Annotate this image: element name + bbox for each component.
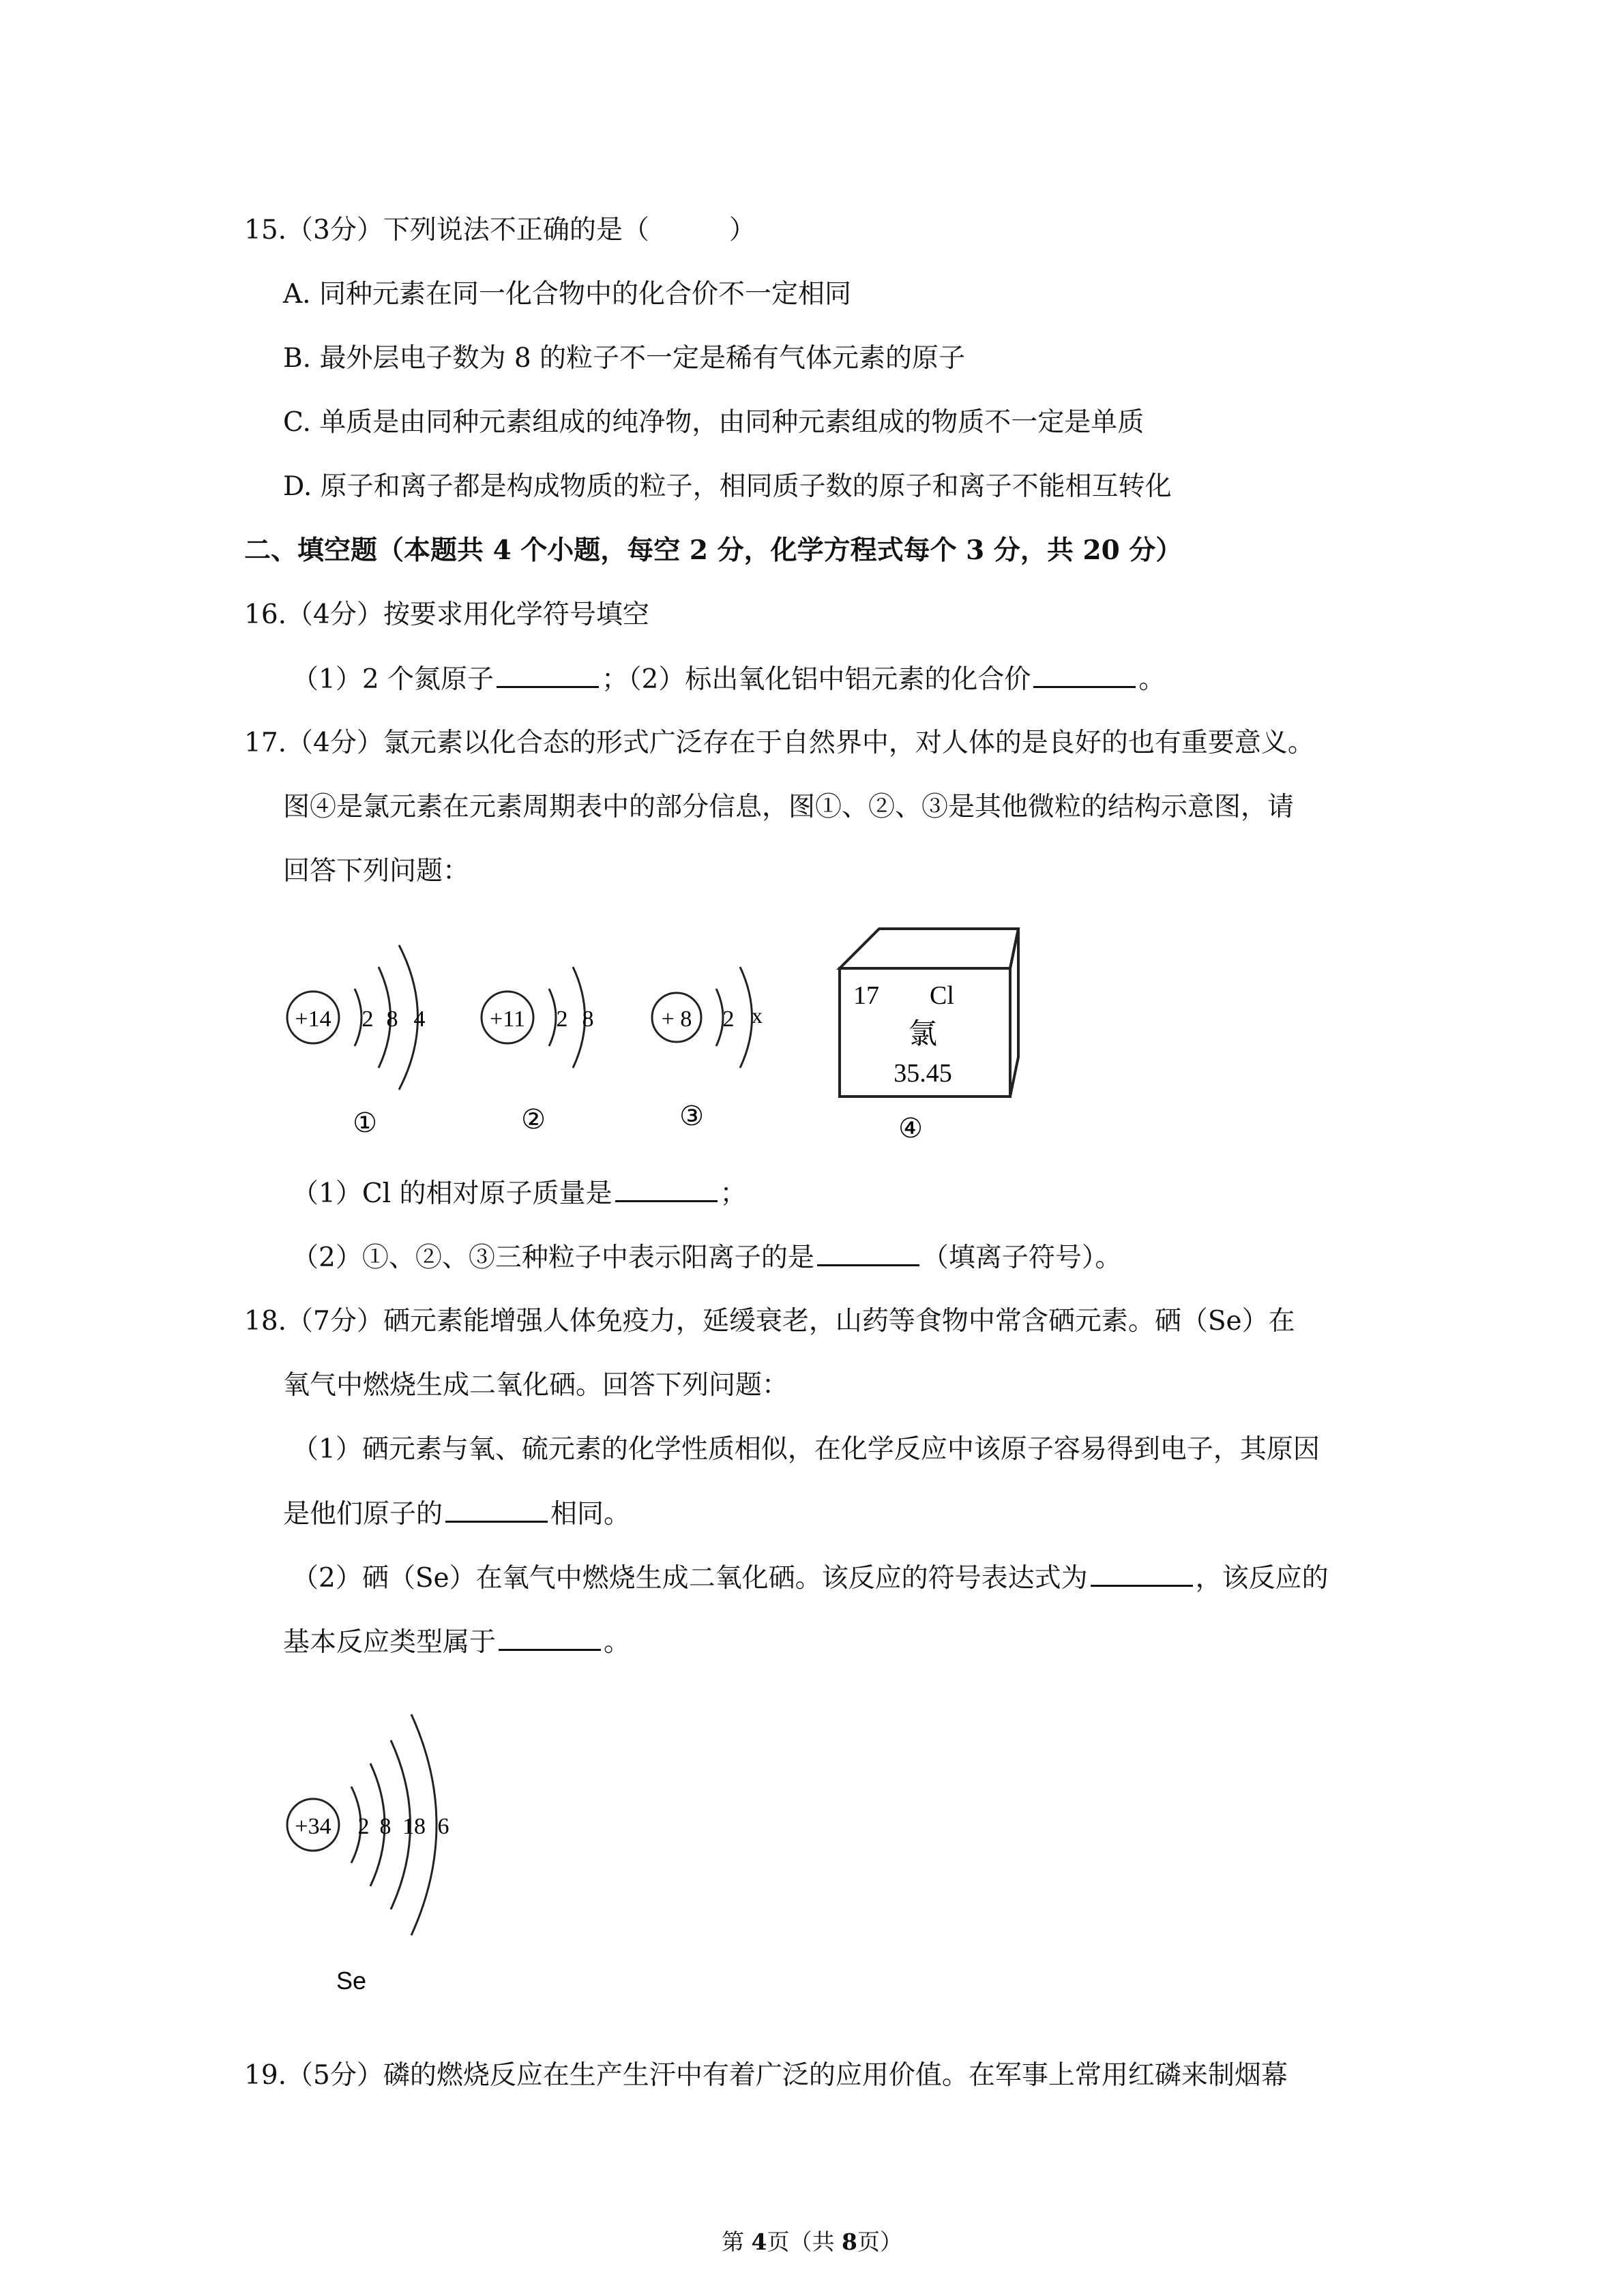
q17-stem-line3: 回答下列问题： bbox=[283, 856, 470, 886]
q16-sub2-text: ；（2）标出氧化铝中铝元素的化合价 bbox=[602, 664, 1031, 695]
shell-electrons: 2 bbox=[361, 1007, 374, 1032]
answer-blank[interactable] bbox=[1033, 666, 1136, 688]
electron-shell bbox=[740, 967, 752, 1068]
shell-electrons: 8 bbox=[379, 1814, 392, 1839]
q18-sub2-line1 bbox=[292, 1564, 1329, 1592]
electron-shell bbox=[549, 989, 556, 1046]
q18-sub2-end: 。 bbox=[604, 1627, 631, 1658]
q16-stem: 16.（4分）按要求用化学符号填空 bbox=[244, 599, 649, 630]
figure-label: Se bbox=[336, 1967, 367, 1995]
q17-stem-line2: 图④是氯元素在元素周期表中的部分信息，图①、②、③是其他微粒的结构示意图，请 bbox=[283, 792, 1295, 822]
q15-option-c: C. 单质是由同种元素组成的纯净物，由同种元素组成的物质不一定是单质 bbox=[283, 407, 1145, 438]
q18-sub2-line2 bbox=[283, 1628, 630, 1656]
figure-label: ③ bbox=[679, 1101, 704, 1132]
q17-stem-line1: 17.（4分）氯元素以化合态的形式广泛存在于自然界中，对人体的是良好的也有重要意义。 bbox=[244, 728, 1314, 758]
page-footer bbox=[0, 2224, 1624, 2256]
figure-label: ④ bbox=[898, 1113, 923, 1144]
q16-end: 。 bbox=[1138, 664, 1166, 695]
figure-label: ① bbox=[353, 1107, 377, 1139]
q18-sub1-line2 bbox=[283, 1499, 631, 1530]
shell-electrons: x bbox=[752, 1003, 763, 1028]
selenium-atom-structure bbox=[283, 1691, 474, 2018]
shell-electrons: 8 bbox=[582, 1007, 594, 1032]
answer-blank[interactable] bbox=[499, 1628, 601, 1651]
nucleus-charge: +34 bbox=[295, 1814, 331, 1839]
q18-sub1-line1: （1）硒元素与氧、硫元素的化学性质相似，在化学反应中该原子容易得到电子，其原因 bbox=[292, 1434, 1320, 1465]
q17-sub1-end: ； bbox=[720, 1178, 747, 1209]
nucleus-charge: + 8 bbox=[661, 1007, 692, 1032]
q18-sub1-end: 相同。 bbox=[550, 1499, 631, 1530]
q18-sub2-text: （2）硒（Se）在氧气中燃烧生成二氧化硒。该反应的符号表达式为 bbox=[292, 1563, 1088, 1594]
atomic-number: 17 bbox=[853, 981, 879, 1010]
q17-sub2 bbox=[292, 1244, 1121, 1271]
answer-blank[interactable] bbox=[445, 1500, 548, 1523]
shell-electrons: 6 bbox=[437, 1814, 449, 1839]
shell-electrons: 2 bbox=[357, 1814, 370, 1839]
footer-text: 页） bbox=[857, 2228, 902, 2255]
shell-electrons: 2 bbox=[556, 1007, 568, 1032]
q18-sub2-mid: ，该反应的 bbox=[1195, 1563, 1329, 1594]
q19-stem-line1: 19.（5分）磷的燃烧反应在生产生汗中有着广泛的应用价值。在军事上常用红磷来制烟幕 bbox=[244, 2060, 1288, 2091]
element-name: 氯 bbox=[908, 1017, 938, 1050]
electron-shell bbox=[355, 989, 361, 1046]
periodic-table-cell-chlorine bbox=[836, 921, 1040, 1146]
q15-option-b: B. 最外层电子数为 8 的粒子不一定是稀有气体元素的原子 bbox=[283, 343, 966, 374]
answer-blank[interactable] bbox=[817, 1244, 919, 1266]
q15-stem: 15.（3分）下列说法不正确的是（ ） bbox=[244, 215, 756, 245]
footer-text: 第 bbox=[722, 2228, 752, 2255]
electron-shell bbox=[716, 989, 723, 1046]
page-number: 4 bbox=[751, 2228, 767, 2255]
q17-sub1-text: （1）Cl 的相对原子质量是 bbox=[292, 1178, 612, 1209]
answer-blank[interactable] bbox=[1091, 1564, 1193, 1587]
element-symbol: Cl bbox=[930, 981, 954, 1010]
footer-text: 页（共 bbox=[767, 2228, 842, 2255]
q15-option-d: D. 原子和离子都是构成物质的粒子，相同质子数的原子和离子不能相互转化 bbox=[283, 471, 1172, 502]
nucleus-charge: +14 bbox=[295, 1007, 331, 1032]
q16-sub1 bbox=[292, 666, 1165, 693]
shell-electrons: 18 bbox=[402, 1814, 426, 1839]
shell-electrons: 4 bbox=[413, 1007, 426, 1032]
q18-sub1-text: 是他们原子的 bbox=[283, 1499, 443, 1530]
shell-electrons: 2 bbox=[722, 1007, 735, 1032]
q18-sub2-line2-text: 基本反应类型属于 bbox=[283, 1627, 497, 1658]
nucleus-charge: +11 bbox=[490, 1007, 525, 1032]
q18-stem-line2: 氧气中燃烧生成二氧化硒。回答下列问题： bbox=[283, 1370, 789, 1401]
q16-sub1-text: （1）2 个氮原子 bbox=[292, 664, 494, 695]
shell-electrons: 8 bbox=[386, 1007, 398, 1032]
atomic-mass: 35.45 bbox=[894, 1059, 952, 1088]
atom-structure-figure-2 bbox=[477, 941, 614, 1146]
figure-label: ② bbox=[521, 1104, 546, 1135]
atom-structure-figure-1 bbox=[283, 914, 447, 1146]
section-heading: 二、填空题（本题共 4 个小题，每空 2 分，化学方程式每个 3 分，共 20 分） bbox=[244, 535, 1183, 566]
q15-option-a: A. 同种元素在同一化合物中的化合价不一定相同 bbox=[283, 279, 851, 310]
q17-sub2-end: （填离子符号）。 bbox=[921, 1242, 1122, 1273]
answer-blank[interactable] bbox=[497, 666, 599, 688]
atom-structure-figure-3 bbox=[648, 941, 784, 1146]
q17-sub2-text: （2）①、②、③三种粒子中表示阳离子的是 bbox=[292, 1242, 814, 1273]
q18-stem-line1: 18.（7分）硒元素能增强人体免疫力，延缓衰老，山药等食物中常含硒元素。硒（Se）在 bbox=[244, 1306, 1295, 1337]
answer-blank[interactable] bbox=[615, 1180, 718, 1202]
page-total: 8 bbox=[842, 2228, 857, 2255]
q17-sub1 bbox=[292, 1180, 747, 1207]
